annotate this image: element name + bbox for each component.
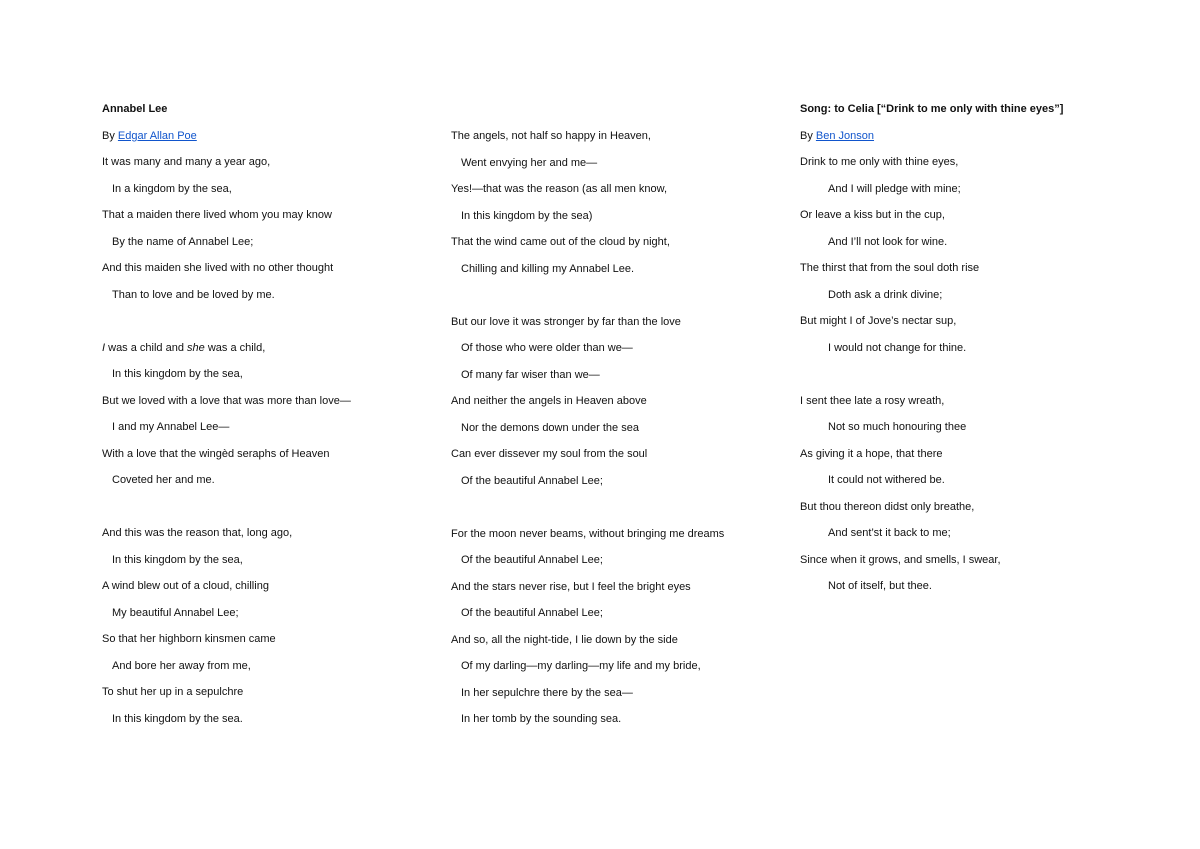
poem-line: Than to love and be loved by me.: [112, 288, 275, 301]
poem-line: In this kingdom by the sea,: [112, 368, 243, 380]
poem-line: For the moon never beams, without bringing me dreams: [451, 527, 725, 540]
poem-line: In this kingdom by the sea): [461, 209, 593, 222]
poem-line: It was many and many a year ago,: [102, 156, 271, 168]
italic-word: she: [187, 341, 205, 354]
poem-line: Or leave a kiss but in the cup,: [800, 209, 945, 221]
poem-line: And this maiden she lived with no other thought: [102, 262, 334, 274]
byline: [102, 127, 442, 154]
author-link[interactable]: Edgar Allan Poe: [117, 129, 197, 142]
poem-line: And the stars never rise, but I feel the bright eyes: [451, 580, 691, 593]
poem-line-part: was a child,: [207, 341, 266, 354]
poem-line: Went envying her and me—: [461, 156, 598, 169]
byline-prefix: By: [102, 129, 118, 142]
poem-line: I and my Annabel Lee—: [112, 421, 230, 433]
poem-title: Song: to Celia [“Drink to me only with thine eyes”]: [800, 103, 1064, 115]
poem-line: With a love that the wingèd seraphs of Heaven: [102, 447, 330, 460]
poem-line: Of the beautiful Annabel Lee;: [461, 607, 603, 619]
poem-line: So that her highborn kinsmen came: [102, 633, 276, 645]
stanza-break: [102, 498, 442, 525]
poem-annabel-lee-column-2: [451, 127, 791, 737]
poem-line: And I will pledge with mine;: [828, 182, 961, 195]
poem-line: Coveted her and me.: [112, 474, 215, 486]
poem-line: And bore her away from me,: [112, 659, 251, 672]
poem-annabel-lee-column-1: [102, 100, 442, 736]
poem-line: And this was the reason that, long ago,: [102, 527, 293, 539]
byline: [800, 127, 1160, 154]
poem-line: Not of itself, but thee.: [828, 580, 932, 592]
poem-line: That the wind came out of the cloud by night,: [451, 236, 670, 248]
poem-line: Of many far wiser than we—: [461, 368, 600, 381]
poem-line: And neither the angels in Heaven above: [451, 395, 647, 407]
poem-line-part: was a child and: [108, 341, 184, 354]
poem-line: Of the beautiful Annabel Lee;: [461, 554, 603, 566]
poem-song-to-celia-column: [800, 100, 1160, 604]
italic-word: I: [102, 341, 106, 354]
poem-line: As giving it a hope, that there: [800, 447, 943, 460]
poem-line: In this kingdom by the sea.: [112, 712, 243, 725]
poem-line: In this kingdom by the sea,: [112, 553, 243, 566]
poem-line: Drink to me only with thine eyes,: [800, 156, 959, 168]
poem-line: Doth ask a drink divine;: [828, 288, 943, 301]
poem-line: The thirst that from the soul doth rise: [800, 262, 980, 274]
poem-line: Chilling and killing my Annabel Lee.: [461, 262, 635, 275]
poem-line: Can ever dissever my soul from the soul: [451, 448, 648, 460]
poem-line: Since when it grows, and smells, I swear,: [800, 553, 1001, 566]
poem-line: I would not change for thine.: [828, 341, 967, 354]
poem-line: And so, all the night-tide, I lie down by the side: [451, 633, 678, 646]
poem-line: Not so much honouring thee: [828, 421, 967, 433]
poem-line: [102, 339, 442, 366]
poem-line: Nor the demons down under the sea: [461, 421, 639, 434]
poem-line: By the name of Annabel Lee;: [112, 235, 254, 248]
stanza-break: [800, 365, 1160, 392]
poem-line: My beautiful Annabel Lee;: [112, 606, 239, 619]
stanza-break: [451, 286, 791, 313]
stanza-break: [451, 498, 791, 525]
poem-line: But thou thereon didst only breathe,: [800, 500, 975, 513]
poem-line: That a maiden there lived whom you may know: [102, 209, 332, 221]
poem-line: And sent’st it back to me;: [828, 527, 951, 539]
byline-prefix: By: [800, 129, 816, 142]
poem-line: Yes!—that was the reason (as all men know,: [451, 183, 668, 195]
poem-line: Of those who were older than we—: [461, 342, 633, 354]
poem-line: It could not withered be.: [828, 474, 945, 486]
stanza-break: [102, 312, 442, 339]
poem-line: And I’ll not look for wine.: [828, 235, 948, 248]
poem-line: To shut her up in a sepulchre: [102, 686, 244, 698]
poem-line: Of the beautiful Annabel Lee;: [461, 474, 603, 487]
poem-line: The angels, not half so happy in Heaven,: [451, 130, 651, 142]
poem-line: In her tomb by the sounding sea.: [461, 713, 622, 725]
author-link[interactable]: Ben Jonson: [815, 129, 875, 142]
poem-line: Of my darling—my darling—my life and my bride,: [461, 660, 701, 672]
poem-line: A wind blew out of a cloud, chilling: [102, 580, 269, 592]
poem-line: But we loved with a love that was more than love—: [102, 394, 351, 407]
poem-line: I sent thee late a rosy wreath,: [800, 394, 945, 407]
poem-line: In her sepulchre there by the sea—: [461, 686, 633, 699]
poem-title: Annabel Lee: [102, 103, 168, 115]
poem-line: In a kingdom by the sea,: [112, 182, 232, 195]
poem-line: But might I of Jove’s nectar sup,: [800, 315, 957, 327]
poem-line: But our love it was stronger by far than the love: [451, 315, 681, 328]
